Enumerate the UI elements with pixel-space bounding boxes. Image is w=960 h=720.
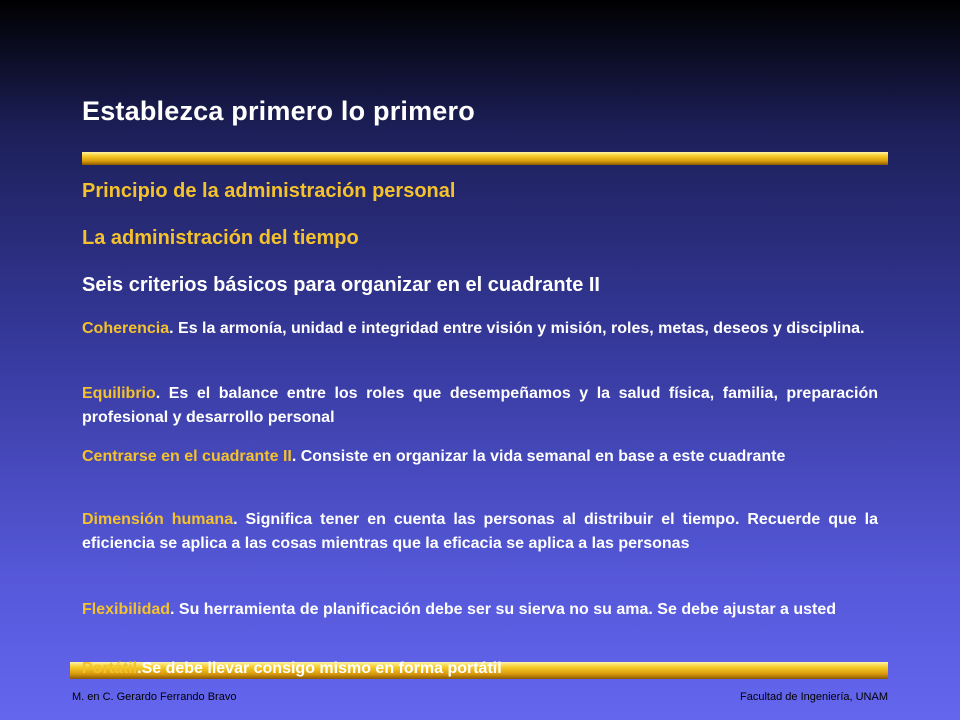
criterion-text: . Consiste en organizar la vida semanal en base a este cuadrante xyxy=(291,448,786,465)
criterion-term: Equilibrio xyxy=(82,385,156,402)
criterion-term: Portátil xyxy=(82,660,138,677)
subtitle-time-management: La administración del tiempo xyxy=(82,227,359,249)
criterion-human-dimension xyxy=(82,508,878,556)
criterion-term: Coherencia xyxy=(82,320,170,337)
criterion-flexibility xyxy=(82,598,878,622)
criterion-term: Dimensión humana xyxy=(82,511,234,528)
criterion-term: Centrarse en el cuadrante II xyxy=(82,448,292,465)
criterion-quadrant-focus xyxy=(82,445,878,469)
criterion-text: . Es el balance entre los roles que desempeñamos y la salud física, familia, preparación profesional y desarrollo personal xyxy=(82,385,878,426)
criterion-coherence xyxy=(82,317,878,341)
criterion-text: . Es la armonía, unidad e integridad entre visión y misión, roles, metas, deseos y disciplina. xyxy=(169,320,865,337)
criterion-balance xyxy=(82,382,878,430)
footer-institution: Facultad de Ingeniería, UNAM xyxy=(740,691,888,703)
criterion-text: . Significa tener en cuenta las personas al distribuir el tiempo. Recuerde que la eficiencia se aplica a las cosas mientras que la eficacia se aplica a las personas xyxy=(82,511,878,552)
criterion-term: Flexibilidad xyxy=(82,601,171,618)
criterion-portable xyxy=(82,657,502,681)
criteria-heading: Seis criterios básicos para organizar en el cuadrante II xyxy=(82,274,600,296)
subtitle-principle: Principio de la administración personal xyxy=(82,180,456,202)
slide-title: Establezca primero lo primero xyxy=(82,96,475,126)
title-underline-bar xyxy=(82,152,888,165)
criterion-text: .Se debe llevar consigo mismo en forma portátil xyxy=(137,660,502,677)
criterion-text: . Su herramienta de planificación debe ser su sierva no su ama. Se debe ajustar a usted xyxy=(170,601,837,618)
footer-author: M. en C. Gerardo Ferrando Bravo xyxy=(72,691,237,703)
